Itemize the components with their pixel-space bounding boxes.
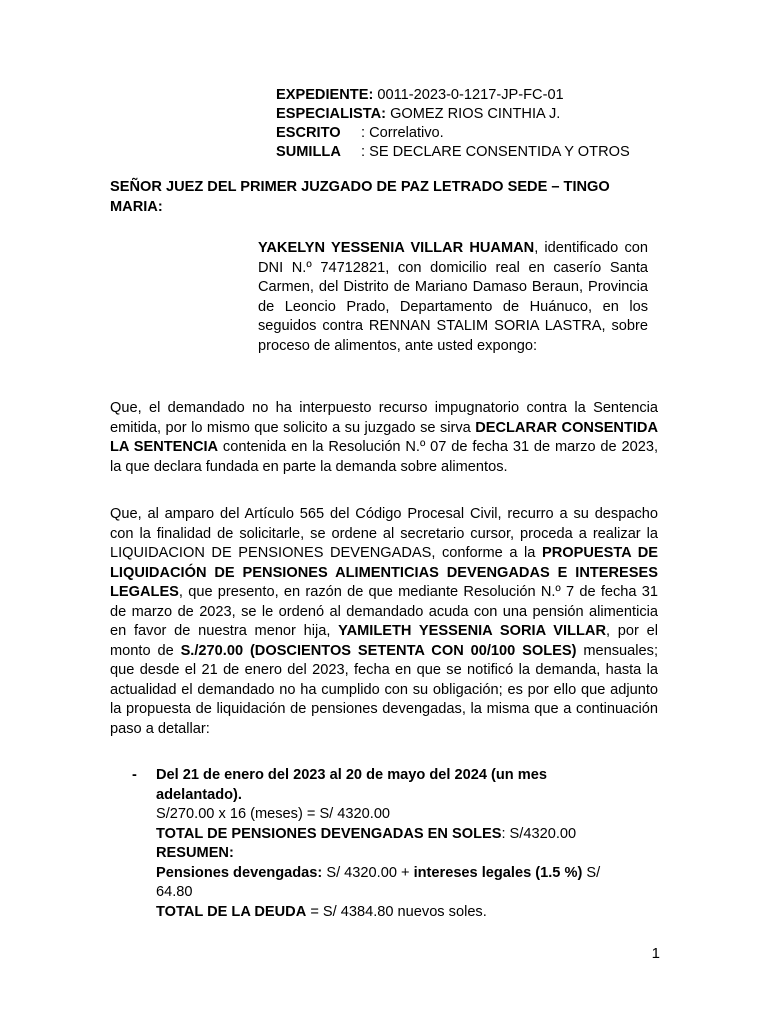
- calculation-line: S/270.00 x 16 (meses) = S/ 4320.00: [156, 806, 391, 822]
- total-pensiones-line: [156, 825, 632, 845]
- total-deuda-line: [156, 903, 632, 923]
- total-deuda-label: TOTAL DE LA DEUDA: [156, 903, 307, 920]
- intereses-value: S/ 64.80: [156, 864, 601, 900]
- paragraph2-text-4: mensuales; que desde el 21 de enero del 2023, fecha en que se notificó la demanda, hasta la actualidad el demandado no ha cumplido con su obligación; es por ello que adjunto la propuesta de liquidación de pensiones devengadas, la misma que a continuación paso a detallar:: [110, 642, 659, 737]
- expediente-row: [276, 86, 696, 105]
- pensiones-label: Pensiones devengadas:: [156, 864, 323, 881]
- paragraph2-bold-1: PROPUESTA DE LIQUIDACIÓN DE PENSIONES ALIMENTICIAS DEVENGADAS E INTERESES LEGALES: [110, 545, 658, 600]
- plaintiff-name: YAKELYN YESSENIA VILLAR HUAMAN: [258, 240, 535, 256]
- paragraph2-text-1: Que, al amparo del Artículo 565 del Código Procesal Civil, recurro a su despacho con la finalidad de solicitarle, se ordene al secretario cursor, proceda a realizar la LIQUIDACION DE PENSIONES DEVENGADAS, conforme a la: [110, 506, 658, 561]
- total-deuda-value: = S/ 4384.80 nuevos soles.: [306, 903, 487, 920]
- paragraph1-bold-1: DECLARAR CONSENTIDA LA SENTENCIA: [110, 419, 659, 455]
- escrito-value: : Correlativo.: [361, 125, 444, 141]
- sumilla-value: : SE DECLARE CONSENTIDA Y OTROS: [361, 144, 630, 160]
- liquidation-details: [156, 766, 632, 922]
- pensiones-value: S/ 4320.00 +: [322, 864, 414, 881]
- bullet-dash: -: [132, 767, 137, 783]
- period-heading: Del 21 de enero del 2023 al 20 de mayo del 2024 (un mes adelantado).: [156, 767, 547, 803]
- addressee: SEÑOR JUEZ DEL PRIMER JUZGADO DE PAZ LETRADO SEDE – TINGO MARIA:: [110, 179, 610, 215]
- total-pensiones-value: : S/4320.00: [501, 825, 577, 842]
- intro-paragraph: [258, 239, 648, 356]
- total-pensiones-label: TOTAL DE PENSIONES DEVENGADAS EN SOLES: [156, 825, 502, 842]
- sumilla-label: SUMILLA: [276, 144, 341, 160]
- paragraph1-text-1: Que, el demandado no ha interpuesto recurso impugnatorio contra la Sentencia emitida, por lo mismo que solicito a su juzgado se sirva: [110, 400, 658, 436]
- liquidation-list-item: [132, 766, 632, 922]
- paragraph2-text-3: , por el monto de: [110, 623, 659, 659]
- especialista-row: [276, 105, 696, 124]
- paragraph-consentida: [110, 399, 658, 477]
- case-header: [276, 86, 696, 162]
- pensiones-intereses-line: [156, 864, 632, 903]
- intereses-label: intereses legales (1.5 %): [413, 864, 583, 881]
- paragraph2-text-2: , que presento, en razón de que mediante Resolución N.º 7 de fecha 31 de marzo de 2023, se le ordenó al demandado acuda con una pensión alimenticia en favor de nuestra menor hija,: [110, 584, 658, 639]
- escrito-row: [276, 124, 696, 143]
- sumilla-row: [276, 143, 696, 162]
- expediente-value: 0011-2023-0-1217-JP-FC-01: [373, 87, 564, 103]
- especialista-value: GOMEZ RIOS CINTHIA J.: [386, 106, 561, 122]
- paragraph2-bold-3: S./270.00 (DOSCIENTOS SETENTA CON 00/100 SOLES): [180, 642, 577, 659]
- expediente-label: EXPEDIENTE:: [276, 87, 374, 103]
- resumen-heading: RESUMEN:: [156, 845, 234, 861]
- escrito-label: ESCRITO: [276, 125, 341, 141]
- paragraph2-bold-2: YAMILETH YESSENIA SORIA VILLAR: [338, 623, 607, 639]
- page-number: 1: [651, 945, 660, 962]
- intro-text: , identificado con DNI N.º 74712821, con domicilio real en caserío Santa Carmen, del Distrito de Mariano Damaso Beraun, Provincia de Leoncio Prado, Departamento de Huánuco, en los seguidos contra RENNAN STALIM SORIA LASTRA, sobre proceso de alimentos, ante usted expongo:: [258, 240, 648, 354]
- paragraph-liquidacion: [110, 505, 658, 739]
- especialista-label: ESPECIALISTA:: [276, 106, 387, 122]
- paragraph1-text-2: contenida en la Resolución N.º 07 de fecha 31 de marzo de 2023, la que declara fundada en parte la demanda sobre alimentos.: [110, 439, 658, 475]
